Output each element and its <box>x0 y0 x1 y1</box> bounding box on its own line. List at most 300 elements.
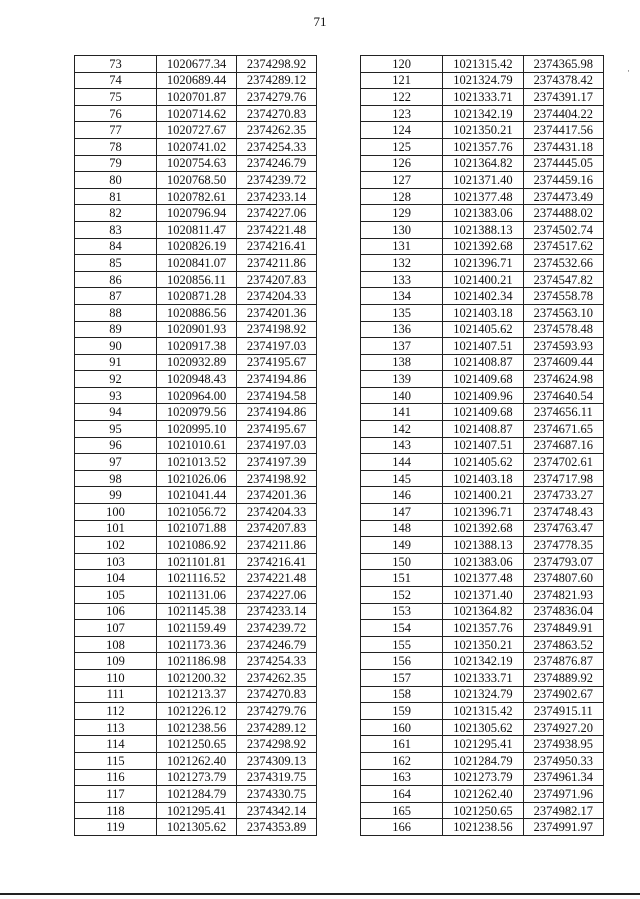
table-row <box>361 736 604 753</box>
table-row <box>361 188 604 205</box>
y-coordinate-cell: 2374836.04 <box>523 603 603 620</box>
x-coordinate-cell: 1021324.79 <box>443 72 523 89</box>
y-coordinate-cell: 2374246.79 <box>237 636 317 653</box>
y-coordinate-cell: 2374207.83 <box>237 520 317 537</box>
point-number-cell: 140 <box>361 387 443 404</box>
y-coordinate-cell: 2374889.92 <box>523 669 603 686</box>
point-number-cell: 73 <box>75 56 157 73</box>
table-row <box>361 620 604 637</box>
table-row <box>361 238 604 255</box>
y-coordinate-cell: 2374876.87 <box>523 653 603 670</box>
x-coordinate-cell: 1021071.88 <box>157 520 237 537</box>
y-coordinate-cell: 2374624.98 <box>523 371 603 388</box>
table-row <box>361 520 604 537</box>
x-coordinate-cell: 1020796.94 <box>157 205 237 222</box>
x-coordinate-cell: 1021284.79 <box>443 752 523 769</box>
y-coordinate-cell: 2374221.48 <box>237 570 317 587</box>
x-coordinate-cell: 1020714.62 <box>157 105 237 122</box>
x-coordinate-cell: 1021400.21 <box>443 487 523 504</box>
y-coordinate-cell: 2374246.79 <box>237 155 317 172</box>
y-coordinate-cell: 2374391.17 <box>523 89 603 106</box>
point-number-cell: 155 <box>361 636 443 653</box>
table-row <box>75 819 317 836</box>
y-coordinate-cell: 2374201.36 <box>237 487 317 504</box>
table-row <box>361 454 604 471</box>
point-number-cell: 146 <box>361 487 443 504</box>
point-number-cell: 102 <box>75 537 157 554</box>
y-coordinate-cell: 2374227.06 <box>237 587 317 604</box>
y-coordinate-cell: 2374558.78 <box>523 288 603 305</box>
y-coordinate-cell: 2374950.33 <box>523 752 603 769</box>
y-coordinate-cell: 2374702.61 <box>523 454 603 471</box>
x-coordinate-cell: 1021357.76 <box>443 620 523 637</box>
point-number-cell: 136 <box>361 321 443 338</box>
x-coordinate-cell: 1021250.65 <box>443 802 523 819</box>
x-coordinate-cell: 1021408.87 <box>443 354 523 371</box>
table-row <box>75 421 317 438</box>
y-coordinate-cell: 2374640.54 <box>523 387 603 404</box>
table-row <box>75 653 317 670</box>
x-coordinate-cell: 1020727.67 <box>157 122 237 139</box>
x-coordinate-cell: 1021405.62 <box>443 454 523 471</box>
x-coordinate-cell: 1020886.56 <box>157 304 237 321</box>
table-row <box>75 172 317 189</box>
y-coordinate-cell: 2374417.56 <box>523 122 603 139</box>
x-coordinate-cell: 1021400.21 <box>443 271 523 288</box>
x-coordinate-cell: 1020689.44 <box>157 72 237 89</box>
point-number-cell: 85 <box>75 255 157 272</box>
table-row <box>361 819 604 836</box>
y-coordinate-cell: 2374961.34 <box>523 769 603 786</box>
table-row <box>75 786 317 803</box>
y-coordinate-cell: 2374298.92 <box>237 736 317 753</box>
table-row <box>361 172 604 189</box>
x-coordinate-cell: 1021305.62 <box>443 719 523 736</box>
point-number-cell: 125 <box>361 138 443 155</box>
x-coordinate-cell: 1021402.34 <box>443 288 523 305</box>
table-row <box>361 105 604 122</box>
y-coordinate-cell: 2374342.14 <box>237 802 317 819</box>
table-row <box>75 404 317 421</box>
table-row <box>361 769 604 786</box>
table-row <box>361 387 604 404</box>
point-number-cell: 162 <box>361 752 443 769</box>
point-number-cell: 74 <box>75 72 157 89</box>
point-number-cell: 141 <box>361 404 443 421</box>
y-coordinate-cell: 2374289.12 <box>237 72 317 89</box>
point-number-cell: 160 <box>361 719 443 736</box>
point-number-cell: 105 <box>75 587 157 604</box>
y-coordinate-cell: 2374431.18 <box>523 138 603 155</box>
x-coordinate-cell: 1021324.79 <box>443 686 523 703</box>
y-coordinate-cell: 2374532.66 <box>523 255 603 272</box>
y-coordinate-cell: 2374194.58 <box>237 387 317 404</box>
table-row <box>75 686 317 703</box>
table-row <box>361 703 604 720</box>
page-number: 71 <box>313 14 327 29</box>
x-coordinate-cell: 1021295.41 <box>157 802 237 819</box>
table-row <box>75 155 317 172</box>
x-coordinate-cell: 1020811.47 <box>157 221 237 238</box>
point-number-cell: 96 <box>75 437 157 454</box>
point-number-cell: 123 <box>361 105 443 122</box>
point-number-cell: 157 <box>361 669 443 686</box>
x-coordinate-cell: 1021213.37 <box>157 686 237 703</box>
table-row <box>361 338 604 355</box>
point-number-cell: 156 <box>361 653 443 670</box>
point-number-cell: 161 <box>361 736 443 753</box>
point-number-cell: 117 <box>75 786 157 803</box>
table-row <box>75 570 317 587</box>
y-coordinate-cell: 2374194.86 <box>237 371 317 388</box>
point-number-cell: 109 <box>75 653 157 670</box>
point-number-cell: 154 <box>361 620 443 637</box>
table-row <box>75 188 317 205</box>
point-number-cell: 149 <box>361 537 443 554</box>
y-coordinate-cell: 2374309.13 <box>237 752 317 769</box>
x-coordinate-cell: 1020856.11 <box>157 271 237 288</box>
x-coordinate-cell: 1020871.28 <box>157 288 237 305</box>
table-row <box>75 56 317 73</box>
table-row <box>361 255 604 272</box>
x-coordinate-cell: 1021131.06 <box>157 587 237 604</box>
x-coordinate-cell: 1021295.41 <box>443 736 523 753</box>
y-coordinate-cell: 2374201.36 <box>237 304 317 321</box>
point-number-cell: 152 <box>361 587 443 604</box>
point-number-cell: 143 <box>361 437 443 454</box>
x-coordinate-cell: 1021145.38 <box>157 603 237 620</box>
x-coordinate-cell: 1021408.87 <box>443 421 523 438</box>
y-coordinate-cell: 2374473.49 <box>523 188 603 205</box>
table-row <box>75 354 317 371</box>
y-coordinate-cell: 2374319.75 <box>237 769 317 786</box>
y-coordinate-cell: 2374656.11 <box>523 404 603 421</box>
bottom-rule <box>0 893 640 895</box>
table-row <box>361 288 604 305</box>
point-number-cell: 110 <box>75 669 157 686</box>
x-coordinate-cell: 1021159.49 <box>157 620 237 637</box>
table-row <box>75 105 317 122</box>
point-number-cell: 139 <box>361 371 443 388</box>
y-coordinate-cell: 2374733.27 <box>523 487 603 504</box>
x-coordinate-cell: 1020948.43 <box>157 371 237 388</box>
point-number-cell: 151 <box>361 570 443 587</box>
point-number-cell: 134 <box>361 288 443 305</box>
table-row <box>361 354 604 371</box>
point-number-cell: 99 <box>75 487 157 504</box>
point-number-cell: 130 <box>361 221 443 238</box>
x-coordinate-cell: 1021392.68 <box>443 238 523 255</box>
point-number-cell: 104 <box>75 570 157 587</box>
x-coordinate-cell: 1020826.19 <box>157 238 237 255</box>
y-coordinate-cell: 2374197.03 <box>237 338 317 355</box>
point-number-cell: 77 <box>75 122 157 139</box>
point-number-cell: 100 <box>75 504 157 521</box>
table-row <box>361 636 604 653</box>
point-number-cell: 121 <box>361 72 443 89</box>
x-coordinate-cell: 1021396.71 <box>443 504 523 521</box>
x-coordinate-cell: 1021262.40 <box>157 752 237 769</box>
y-coordinate-cell: 2374198.92 <box>237 321 317 338</box>
y-coordinate-cell: 2374971.96 <box>523 786 603 803</box>
x-coordinate-cell: 1021026.06 <box>157 470 237 487</box>
point-number-cell: 135 <box>361 304 443 321</box>
point-number-cell: 132 <box>361 255 443 272</box>
point-number-cell: 153 <box>361 603 443 620</box>
y-coordinate-cell: 2374563.10 <box>523 304 603 321</box>
y-coordinate-cell: 2374609.44 <box>523 354 603 371</box>
point-number-cell: 80 <box>75 172 157 189</box>
table-row <box>361 221 604 238</box>
x-coordinate-cell: 1021364.82 <box>443 603 523 620</box>
point-number-cell: 93 <box>75 387 157 404</box>
y-coordinate-cell: 2374279.76 <box>237 703 317 720</box>
y-coordinate-cell: 2374578.48 <box>523 321 603 338</box>
table-row <box>75 288 317 305</box>
x-coordinate-cell: 1021333.71 <box>443 89 523 106</box>
x-coordinate-cell: 1021056.72 <box>157 504 237 521</box>
y-coordinate-cell: 2374195.67 <box>237 421 317 438</box>
point-number-cell: 119 <box>75 819 157 836</box>
margin-dot: · <box>627 66 630 76</box>
table-row <box>361 587 604 604</box>
table-row <box>361 504 604 521</box>
y-coordinate-cell: 2374902.67 <box>523 686 603 703</box>
table-row <box>75 603 317 620</box>
point-number-cell: 82 <box>75 205 157 222</box>
point-number-cell: 79 <box>75 155 157 172</box>
point-number-cell: 138 <box>361 354 443 371</box>
x-coordinate-cell: 1021371.40 <box>443 587 523 604</box>
x-coordinate-cell: 1020917.38 <box>157 338 237 355</box>
x-coordinate-cell: 1020964.00 <box>157 387 237 404</box>
x-coordinate-cell: 1020677.34 <box>157 56 237 73</box>
table-row <box>75 553 317 570</box>
table-row <box>75 72 317 89</box>
point-number-cell: 158 <box>361 686 443 703</box>
point-number-cell: 90 <box>75 338 157 355</box>
table-row <box>361 122 604 139</box>
x-coordinate-cell: 1021409.96 <box>443 387 523 404</box>
table-row <box>75 437 317 454</box>
point-number-cell: 159 <box>361 703 443 720</box>
table-row <box>75 703 317 720</box>
table-row <box>75 620 317 637</box>
point-number-cell: 81 <box>75 188 157 205</box>
point-number-cell: 120 <box>361 56 443 73</box>
table-row <box>361 686 604 703</box>
y-coordinate-cell: 2374353.89 <box>237 819 317 836</box>
y-coordinate-cell: 2374254.33 <box>237 138 317 155</box>
y-coordinate-cell: 2374279.76 <box>237 89 317 106</box>
point-number-cell: 131 <box>361 238 443 255</box>
x-coordinate-cell: 1021350.21 <box>443 636 523 653</box>
point-number-cell: 165 <box>361 802 443 819</box>
table-row <box>361 321 604 338</box>
point-number-cell: 124 <box>361 122 443 139</box>
table-row <box>75 736 317 753</box>
y-coordinate-cell: 2374821.93 <box>523 587 603 604</box>
point-number-cell: 144 <box>361 454 443 471</box>
y-coordinate-cell: 2374502.74 <box>523 221 603 238</box>
x-coordinate-cell: 1021409.68 <box>443 371 523 388</box>
point-number-cell: 86 <box>75 271 157 288</box>
table-row <box>75 304 317 321</box>
y-coordinate-cell: 2374233.14 <box>237 603 317 620</box>
x-coordinate-cell: 1021238.56 <box>157 719 237 736</box>
y-coordinate-cell: 2374197.03 <box>237 437 317 454</box>
table-row <box>75 454 317 471</box>
coordinates-table-left <box>74 55 317 836</box>
y-coordinate-cell: 2374270.83 <box>237 686 317 703</box>
y-coordinate-cell: 2374211.86 <box>237 537 317 554</box>
x-coordinate-cell: 1021284.79 <box>157 786 237 803</box>
table-row <box>361 404 604 421</box>
y-coordinate-cell: 2374863.52 <box>523 636 603 653</box>
point-number-cell: 133 <box>361 271 443 288</box>
y-coordinate-cell: 2374778.35 <box>523 537 603 554</box>
x-coordinate-cell: 1021238.56 <box>443 819 523 836</box>
y-coordinate-cell: 2374748.43 <box>523 504 603 521</box>
y-coordinate-cell: 2374216.41 <box>237 238 317 255</box>
point-number-cell: 148 <box>361 520 443 537</box>
y-coordinate-cell: 2374204.33 <box>237 504 317 521</box>
x-coordinate-cell: 1020754.63 <box>157 155 237 172</box>
x-coordinate-cell: 1021041.44 <box>157 487 237 504</box>
x-coordinate-cell: 1021377.48 <box>443 570 523 587</box>
y-coordinate-cell: 2374239.72 <box>237 620 317 637</box>
point-number-cell: 115 <box>75 752 157 769</box>
y-coordinate-cell: 2374459.16 <box>523 172 603 189</box>
table-row <box>75 255 317 272</box>
x-coordinate-cell: 1021250.65 <box>157 736 237 753</box>
y-coordinate-cell: 2374194.86 <box>237 404 317 421</box>
point-number-cell: 145 <box>361 470 443 487</box>
table-row <box>361 752 604 769</box>
point-number-cell: 94 <box>75 404 157 421</box>
point-number-cell: 164 <box>361 786 443 803</box>
point-number-cell: 108 <box>75 636 157 653</box>
x-coordinate-cell: 1021409.68 <box>443 404 523 421</box>
x-coordinate-cell: 1020979.56 <box>157 404 237 421</box>
x-coordinate-cell: 1020741.02 <box>157 138 237 155</box>
table-row <box>75 769 317 786</box>
y-coordinate-cell: 2374198.92 <box>237 470 317 487</box>
y-coordinate-cell: 2374927.20 <box>523 719 603 736</box>
y-coordinate-cell: 2374233.14 <box>237 188 317 205</box>
x-coordinate-cell: 1020782.61 <box>157 188 237 205</box>
table-row <box>75 205 317 222</box>
table-row <box>75 89 317 106</box>
x-coordinate-cell: 1021315.42 <box>443 703 523 720</box>
table-row <box>75 752 317 769</box>
y-coordinate-cell: 2374793.07 <box>523 553 603 570</box>
y-coordinate-cell: 2374330.75 <box>237 786 317 803</box>
x-coordinate-cell: 1020932.89 <box>157 354 237 371</box>
y-coordinate-cell: 2374982.17 <box>523 802 603 819</box>
table-row <box>75 271 317 288</box>
table-row <box>361 470 604 487</box>
point-number-cell: 103 <box>75 553 157 570</box>
point-number-cell: 101 <box>75 520 157 537</box>
y-coordinate-cell: 2374404.22 <box>523 105 603 122</box>
y-coordinate-cell: 2374991.97 <box>523 819 603 836</box>
table-row <box>361 437 604 454</box>
table-row <box>361 138 604 155</box>
point-number-cell: 98 <box>75 470 157 487</box>
table-row <box>75 470 317 487</box>
point-number-cell: 163 <box>361 769 443 786</box>
x-coordinate-cell: 1021392.68 <box>443 520 523 537</box>
point-number-cell: 84 <box>75 238 157 255</box>
point-number-cell: 113 <box>75 719 157 736</box>
x-coordinate-cell: 1021173.36 <box>157 636 237 653</box>
x-coordinate-cell: 1021350.21 <box>443 122 523 139</box>
x-coordinate-cell: 1021403.18 <box>443 304 523 321</box>
point-number-cell: 97 <box>75 454 157 471</box>
y-coordinate-cell: 2374687.16 <box>523 437 603 454</box>
point-number-cell: 166 <box>361 819 443 836</box>
point-number-cell: 142 <box>361 421 443 438</box>
table-row <box>361 570 604 587</box>
point-number-cell: 114 <box>75 736 157 753</box>
x-coordinate-cell: 1021377.48 <box>443 188 523 205</box>
point-number-cell: 78 <box>75 138 157 155</box>
y-coordinate-cell: 2374221.48 <box>237 221 317 238</box>
x-coordinate-cell: 1021342.19 <box>443 105 523 122</box>
table-row <box>75 387 317 404</box>
y-coordinate-cell: 2374289.12 <box>237 719 317 736</box>
point-number-cell: 95 <box>75 421 157 438</box>
x-coordinate-cell: 1021333.71 <box>443 669 523 686</box>
table-row <box>75 321 317 338</box>
y-coordinate-cell: 2374763.47 <box>523 520 603 537</box>
table-row <box>75 487 317 504</box>
x-coordinate-cell: 1021013.52 <box>157 454 237 471</box>
x-coordinate-cell: 1020901.93 <box>157 321 237 338</box>
point-number-cell: 106 <box>75 603 157 620</box>
y-coordinate-cell: 2374262.35 <box>237 669 317 686</box>
y-coordinate-cell: 2374378.42 <box>523 72 603 89</box>
x-coordinate-cell: 1021305.62 <box>157 819 237 836</box>
x-coordinate-cell: 1021200.32 <box>157 669 237 686</box>
table-row <box>361 669 604 686</box>
table-row <box>75 587 317 604</box>
point-number-cell: 126 <box>361 155 443 172</box>
point-number-cell: 75 <box>75 89 157 106</box>
y-coordinate-cell: 2374807.60 <box>523 570 603 587</box>
x-coordinate-cell: 1021116.52 <box>157 570 237 587</box>
x-coordinate-cell: 1021273.79 <box>443 769 523 786</box>
y-coordinate-cell: 2374195.67 <box>237 354 317 371</box>
table-row <box>361 553 604 570</box>
y-coordinate-cell: 2374211.86 <box>237 255 317 272</box>
y-coordinate-cell: 2374204.33 <box>237 288 317 305</box>
y-coordinate-cell: 2374849.91 <box>523 620 603 637</box>
x-coordinate-cell: 1021086.92 <box>157 537 237 554</box>
point-number-cell: 127 <box>361 172 443 189</box>
point-number-cell: 87 <box>75 288 157 305</box>
y-coordinate-cell: 2374262.35 <box>237 122 317 139</box>
point-number-cell: 147 <box>361 504 443 521</box>
x-coordinate-cell: 1021364.82 <box>443 155 523 172</box>
x-coordinate-cell: 1021273.79 <box>157 769 237 786</box>
x-coordinate-cell: 1021407.51 <box>443 338 523 355</box>
point-number-cell: 116 <box>75 769 157 786</box>
table-row <box>75 719 317 736</box>
point-number-cell: 137 <box>361 338 443 355</box>
x-coordinate-cell: 1021388.13 <box>443 537 523 554</box>
